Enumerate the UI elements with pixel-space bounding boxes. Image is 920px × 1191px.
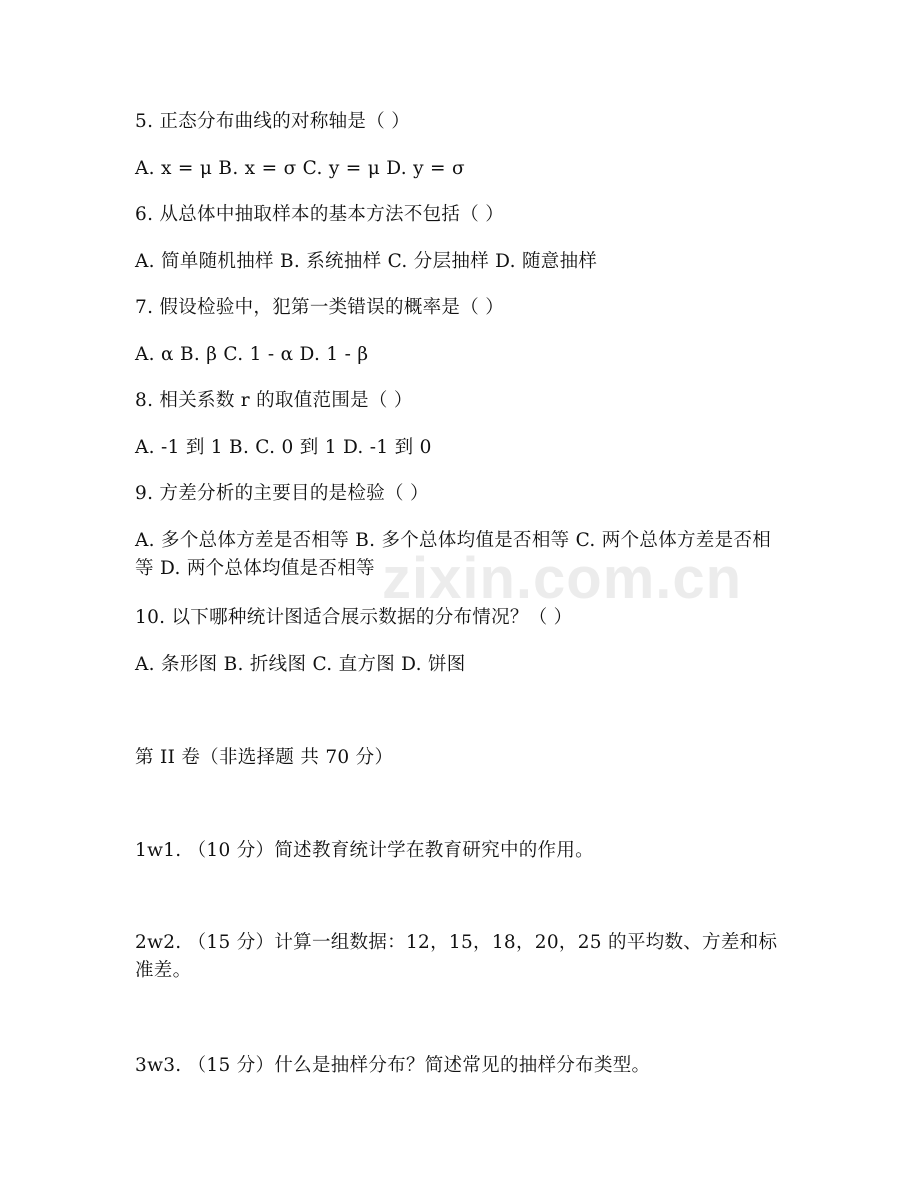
question-6-stem: 6. 从总体中抽取样本的基本方法不包括（ ） bbox=[135, 204, 505, 225]
question-5-stem: 5. 正态分布曲线的对称轴是（ ） bbox=[135, 111, 411, 132]
question-8-stem: 8. 相关系数 r 的取值范围是（ ） bbox=[135, 390, 413, 411]
question-9-stem: 9. 方差分析的主要目的是检验（ ） bbox=[135, 483, 429, 504]
essay-question-2: 2w2. （15 分）计算一组数据：12，15，18，20，25 的平均数、方差和标准差。 bbox=[135, 932, 778, 981]
question-8-options: A. -1 到 1 B. C. 0 到 1 D. -1 到 0 bbox=[135, 437, 432, 458]
question-10-stem: 10. 以下哪种统计图适合展示数据的分布情况？（ ） bbox=[135, 607, 573, 628]
watermark: zixin.com.cn bbox=[382, 546, 743, 611]
question-7-stem: 7. 假设检验中，犯第一类错误的概率是（ ） bbox=[135, 297, 505, 318]
question-5-options: A. x = μ B. x = σ C. y = μ D. y = σ bbox=[135, 158, 465, 179]
question-9-options: A. 多个总体方差是否相等 B. 多个总体均值是否相等 C. 两个总体方差是否相等 D. 两个总体均值是否相等 bbox=[135, 530, 771, 579]
essay-question-3: 3w3. （15 分）什么是抽样分布？简述常见的抽样分布类型。 bbox=[135, 1055, 651, 1076]
question-7-options: A. α B. β C. 1 - α D. 1 - β bbox=[135, 344, 369, 365]
question-10-options: A. 条形图 B. 折线图 C. 直方图 D. 饼图 bbox=[135, 654, 466, 675]
essay-question-1: 1w1. （10 分）简述教育统计学在教育研究中的作用。 bbox=[135, 840, 594, 861]
section-title: 第 II 卷（非选择题 共 70 分） bbox=[135, 747, 394, 768]
question-6-options: A. 简单随机抽样 B. 系统抽样 C. 分层抽样 D. 随意抽样 bbox=[135, 251, 598, 272]
